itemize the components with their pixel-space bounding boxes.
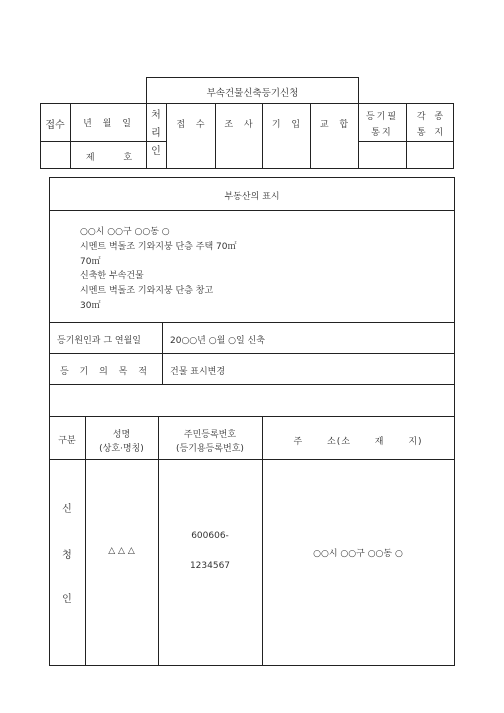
applicant-label-1: 신 <box>62 504 72 515</box>
applicant-name: △ △ △ <box>108 546 135 556</box>
applicant-id-1: 600606- <box>191 531 229 541</box>
col-name-main: 성명 <box>112 430 131 440</box>
notify-registration: 등기필통지 <box>365 112 399 138</box>
process-label: 처리인 <box>151 110 161 157</box>
col-id-main: 주민등록번호 <box>183 430 237 440</box>
property-header: 부동산의 표시 <box>224 192 280 202</box>
stage-reception: 접 수 <box>176 120 205 130</box>
notify-various: 각 종 통 지 <box>416 112 444 138</box>
applicant-id-2: 1234567 <box>189 561 231 571</box>
date-label: 년 월 일 <box>83 119 135 129</box>
stage-check: 교 합 <box>319 120 349 130</box>
reception-label: 접수 <box>45 120 65 131</box>
cause-label: 등기원인과 그 연월일 <box>57 336 141 346</box>
stage-entry: 기 입 <box>271 120 301 130</box>
applicant-address: ○○시 ○○구 ○○동 ○ <box>313 549 403 559</box>
property-line: 시멘트 벽돌조 기와지붕 단층 창고 <box>80 286 214 296</box>
stage-investigation: 조 사 <box>224 120 253 130</box>
col-id-sub: (등기용등록번호) <box>176 444 244 454</box>
col-category: 구분 <box>58 436 76 446</box>
property-line: ○○시 ○○구 ○○동 ○ <box>80 227 170 237</box>
property-line: 시멘트 벽돌조 기와지붕 단층 주택 70㎡ <box>80 242 237 252</box>
col-name-sub: (상호·명칭) <box>99 444 144 454</box>
number-label: 제 호 <box>85 153 133 163</box>
form-title: 부속건물신축등기신청 <box>206 88 299 99</box>
property-line: 신축한 부속건물 <box>80 271 144 281</box>
col-address: 주 소(소 재 지) <box>293 437 423 447</box>
applicant-label-2: 청 <box>62 550 72 561</box>
property-line: 30㎡ <box>80 301 101 311</box>
cause-value: 20○○년 ○월 ○일 신축 <box>170 336 265 346</box>
purpose-value: 건물 표시변경 <box>170 367 226 377</box>
purpose-label: 등 기 의 목 적 <box>60 367 147 377</box>
applicant-label-3: 인 <box>62 594 72 605</box>
property-line: 70㎡ <box>80 257 101 267</box>
